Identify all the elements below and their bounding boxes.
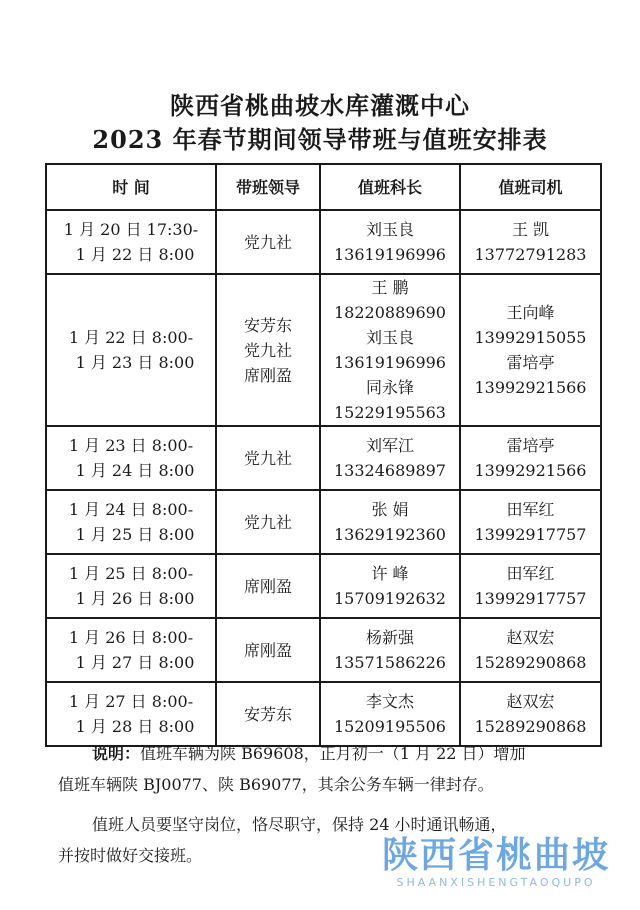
table-row — [46, 618, 601, 682]
cell-driver — [460, 490, 601, 554]
cell-driver-line: 13992917757 — [474, 589, 587, 608]
cell-time — [46, 210, 216, 274]
cell-chief-line: 刘玉良 — [365, 328, 414, 347]
cell-chief — [320, 274, 460, 426]
note-line-1 — [92, 741, 622, 767]
duty-schedule-table — [45, 163, 602, 747]
cell-leader-line: 党九社 — [243, 340, 292, 360]
cell-chief — [320, 554, 460, 618]
cell-time — [46, 274, 216, 426]
cell-driver-line: 13772791283 — [474, 245, 587, 264]
cell-leader — [216, 554, 320, 618]
cell-time — [46, 426, 216, 490]
cell-chief — [320, 618, 460, 682]
header-driver: 值班司机 — [460, 164, 601, 210]
cell-driver-line: 13992921566 — [474, 378, 587, 397]
time-line: 1 月 25 日 8:00- — [68, 564, 194, 583]
watermark-sub: SHAANXISHENGTAOQUPO — [396, 876, 596, 889]
table-row — [46, 554, 601, 618]
cell-leader — [216, 490, 320, 554]
cell-driver-line: 13992921566 — [474, 461, 587, 480]
cell-chief — [320, 682, 460, 746]
cell-chief-line: 杨新强 — [365, 628, 414, 647]
table-row — [46, 426, 601, 490]
table-row — [46, 274, 601, 426]
table-row — [46, 490, 601, 554]
cell-driver-line: 雷培亭 — [506, 436, 555, 455]
cell-driver — [460, 210, 601, 274]
header-chief: 值班科长 — [320, 164, 460, 210]
cell-driver-line: 15289290868 — [474, 653, 587, 672]
note-text-1: 值班车辆为陕 B69608，正月初一（1 月 22 日）增加 — [140, 744, 526, 763]
cell-driver-line: 15289290868 — [474, 717, 587, 736]
cell-driver-line: 雷培亭 — [506, 353, 555, 372]
cell-driver-line: 田军红 — [506, 500, 555, 519]
cell-driver-line: 王 凯 — [511, 220, 550, 239]
table-row — [46, 682, 601, 746]
time-line: 1 月 26 日 8:00 — [75, 589, 195, 608]
cell-driver-line: 赵双宏 — [506, 692, 555, 711]
time-line: 1 月 23 日 8:00 — [75, 353, 195, 372]
watermark-main: 陕西省桃曲坡 — [381, 835, 610, 876]
cell-time — [46, 618, 216, 682]
cell-driver-line: 13992917757 — [474, 525, 587, 544]
note-line-3: 值班人员要坚守岗位，恪尽职守，保持 24 小时通讯畅通， — [92, 815, 507, 834]
cell-chief-line: 刘玉良 — [365, 220, 414, 239]
time-line: 1 月 26 日 8:00- — [68, 628, 194, 647]
note-line-2: 值班车辆陕 BJ0077、陕 B69077，其余公务车辆一律封存。 — [58, 775, 494, 794]
cell-chief-line: 15209195506 — [334, 717, 446, 736]
header-time: 时 间 — [46, 164, 216, 210]
time-line: 1 月 20 日 17:30- — [63, 220, 199, 239]
time-line: 1 月 27 日 8:00- — [68, 692, 194, 711]
time-line: 1 月 23 日 8:00- — [68, 436, 194, 455]
time-line: 1 月 25 日 8:00 — [75, 525, 195, 544]
cell-time — [46, 554, 216, 618]
cell-time — [46, 682, 216, 746]
cell-chief-line: 许 峰 — [371, 564, 409, 583]
cell-chief-line: 同永锋 — [365, 378, 414, 397]
cell-driver — [460, 682, 601, 746]
cell-chief-line: 张 娟 — [371, 500, 409, 519]
cell-leader-line: 席刚盈 — [243, 640, 292, 660]
cell-leader — [216, 274, 320, 426]
cell-driver — [460, 554, 601, 618]
time-line: 1 月 22 日 8:00- — [68, 328, 194, 347]
cell-chief — [320, 210, 460, 274]
cell-leader-line: 席刚盈 — [243, 576, 292, 596]
cell-driver — [460, 426, 601, 490]
cell-leader-line: 党九社 — [243, 232, 292, 252]
table-row — [46, 210, 601, 274]
cell-leader — [216, 682, 320, 746]
cell-driver — [460, 618, 601, 682]
cell-chief-line: 13629192360 — [334, 525, 446, 544]
document-subtitle: 2023 年春节期间领导带班与值班安排表 — [92, 125, 548, 154]
cell-chief-line: 13619196996 — [334, 353, 446, 372]
cell-chief-line: 18220889690 — [334, 303, 446, 322]
cell-driver — [460, 274, 601, 426]
time-line: 1 月 22 日 8:00 — [75, 245, 195, 264]
cell-chief — [320, 426, 460, 490]
cell-leader — [216, 426, 320, 490]
time-line: 1 月 28 日 8:00 — [75, 717, 195, 736]
cell-leader-line: 党九社 — [243, 448, 292, 468]
cell-chief-line: 李文杰 — [365, 692, 414, 711]
cell-chief-line: 15229195563 — [334, 403, 446, 422]
cell-leader-line: 安芳东 — [243, 315, 292, 335]
header-leader: 带班领导 — [216, 164, 320, 210]
cell-chief-line: 13571586226 — [334, 653, 446, 672]
cell-chief-line: 13324689897 — [334, 461, 446, 480]
cell-chief-line: 刘军江 — [365, 436, 414, 455]
document-title: 陕西省桃曲坡水库灌溉中心 — [170, 91, 470, 120]
cell-driver-line: 王向峰 — [506, 303, 555, 322]
cell-leader-line: 安芳东 — [243, 704, 292, 724]
cell-leader-line: 党九社 — [243, 512, 292, 532]
cell-leader-line: 席刚盈 — [243, 365, 292, 385]
cell-leader — [216, 618, 320, 682]
table-header-row — [46, 164, 601, 210]
time-line: 1 月 24 日 8:00 — [75, 461, 195, 480]
cell-chief — [320, 490, 460, 554]
cell-leader — [216, 210, 320, 274]
cell-chief-line: 王 鹏 — [371, 278, 409, 297]
time-line: 1 月 24 日 8:00- — [68, 500, 194, 519]
time-line: 1 月 27 日 8:00 — [75, 653, 195, 672]
watermark-logo — [382, 836, 610, 890]
cell-driver-line: 13992915055 — [474, 328, 587, 347]
note-label: 说明： — [92, 744, 141, 763]
cell-driver-line: 赵双宏 — [506, 628, 555, 647]
cell-chief-line: 13619196996 — [334, 245, 446, 264]
note-line-4: 并按时做好交接班。 — [58, 846, 203, 865]
cell-driver-line: 田军红 — [506, 564, 555, 583]
cell-chief-line: 15709192632 — [334, 589, 446, 608]
cell-time — [46, 490, 216, 554]
